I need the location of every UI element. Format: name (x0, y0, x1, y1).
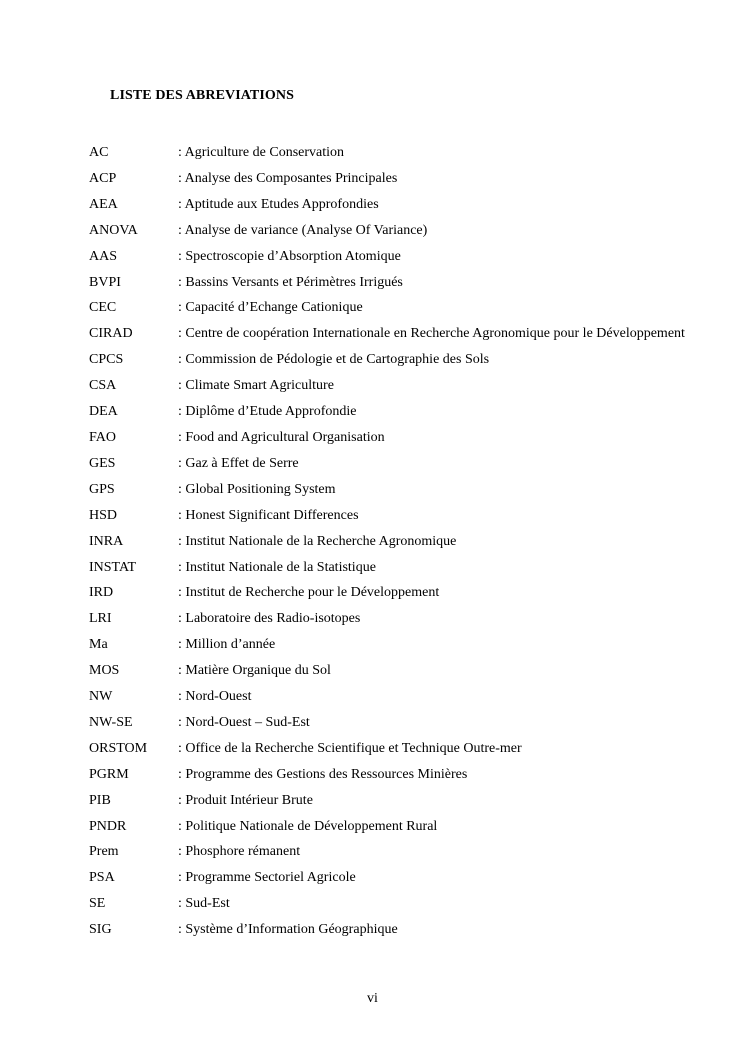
abbreviation-definition: : Diplôme d’Etude Approfondie (178, 404, 357, 420)
abbreviation-row (89, 606, 689, 632)
abbreviation-row (89, 736, 689, 762)
abbreviation-term: BVPI (89, 274, 121, 290)
abbreviation-term: INSTAT (89, 559, 137, 575)
abbreviation-row (89, 399, 689, 425)
abbreviation-list (89, 140, 689, 943)
abbreviation-row (89, 658, 689, 684)
abbreviation-term: ORSTOM (89, 740, 148, 756)
abbreviation-term: NW (89, 689, 113, 705)
abbreviation-row (89, 917, 689, 943)
abbreviation-row (89, 244, 689, 270)
abbreviation-row (89, 814, 689, 840)
abbreviation-definition: : Système d’Information Géographique (178, 922, 398, 938)
abbreviation-term: GES (89, 455, 116, 471)
abbreviation-definition: : Institut Nationale de la Statistique (178, 559, 376, 575)
abbreviation-term: NW-SE (89, 714, 133, 730)
abbreviation-term: ACP (89, 170, 117, 186)
abbreviation-term: PIB (89, 792, 111, 808)
abbreviation-row (89, 555, 689, 581)
abbreviation-row (89, 166, 689, 192)
abbreviation-term: Ma (89, 637, 108, 653)
abbreviation-definition: : Institut Nationale de la Recherche Agronomique (178, 533, 457, 549)
page-title: LISTE DES ABREVIATIONS (110, 88, 295, 103)
abbreviation-row (89, 684, 689, 710)
abbreviation-row (89, 425, 689, 451)
abbreviation-definition: : Produit Intérieur Brute (178, 792, 313, 808)
abbreviation-term: CIRAD (89, 326, 133, 342)
abbreviation-definition: : Centre de coopération Internationale en Recherche Agronomique pour le Développement (178, 326, 685, 342)
abbreviation-row (89, 865, 689, 891)
abbreviation-term: SIG (89, 922, 112, 938)
abbreviation-term: LRI (89, 611, 112, 627)
abbreviation-term: PNDR (89, 818, 127, 834)
abbreviation-row (89, 529, 689, 555)
abbreviation-definition: : Institut de Recherche pour le Développement (178, 585, 440, 601)
abbreviation-term: ANOVA (89, 222, 138, 238)
abbreviation-row (89, 788, 689, 814)
abbreviation-definition: : Food and Agricultural Organisation (178, 429, 385, 445)
abbreviation-row (89, 321, 689, 347)
abbreviation-definition: : Nord-Ouest – Sud-Est (178, 714, 310, 730)
abbreviation-row (89, 347, 689, 373)
abbreviation-row (89, 451, 689, 477)
abbreviation-definition: : Laboratoire des Radio-isotopes (178, 611, 361, 627)
abbreviation-term: GPS (89, 481, 115, 497)
abbreviation-term: HSD (89, 507, 118, 523)
abbreviation-definition: : Capacité d’Echange Cationique (178, 300, 363, 316)
abbreviation-term: CSA (89, 378, 117, 394)
abbreviation-row (89, 192, 689, 218)
abbreviation-row (89, 632, 689, 658)
abbreviation-definition: : Million d’année (178, 637, 276, 653)
abbreviation-row (89, 839, 689, 865)
abbreviation-definition: : Phosphore rémanent (178, 844, 301, 860)
abbreviation-definition: : Analyse des Composantes Principales (178, 170, 398, 186)
abbreviation-row (89, 503, 689, 529)
abbreviation-definition: : Agriculture de Conservation (178, 145, 345, 160)
abbreviation-definition: : Commission de Pédologie et de Cartographie des Sols (178, 352, 490, 368)
abbreviation-row (89, 270, 689, 296)
abbreviation-definition: : Nord-Ouest (178, 689, 252, 705)
page-number: vi (367, 991, 378, 1006)
abbreviation-definition: : Bassins Versants et Périmètres Irrigués (178, 274, 403, 290)
abbreviation-definition: : Analyse de variance (Analyse Of Variance) (178, 222, 428, 238)
abbreviation-definition: : Global Positioning System (178, 481, 336, 497)
abbreviation-row (89, 762, 689, 788)
abbreviation-definition: : Sud-Est (178, 896, 230, 912)
abbreviation-row (89, 373, 689, 399)
abbreviation-term: CEC (89, 300, 117, 316)
abbreviation-definition: : Politique Nationale de Développement Rural (178, 818, 438, 834)
abbreviation-term: AEA (89, 196, 118, 212)
abbreviation-term: INRA (89, 533, 124, 549)
abbreviation-term: FAO (89, 429, 116, 445)
abbreviation-row (89, 218, 689, 244)
abbreviation-definition: : Matière Organique du Sol (178, 663, 331, 679)
abbreviation-row (89, 295, 689, 321)
abbreviation-term: DEA (89, 404, 118, 420)
abbreviation-term: Prem (89, 844, 119, 860)
abbreviation-term: MOS (89, 663, 120, 679)
abbreviation-term: AC (89, 145, 109, 160)
abbreviation-row (89, 580, 689, 606)
abbreviation-definition: : Climate Smart Agriculture (178, 378, 334, 394)
abbreviation-definition: : Honest Significant Differences (178, 507, 359, 523)
abbreviation-definition: : Programme Sectoriel Agricole (178, 870, 356, 886)
abbreviation-definition: : Spectroscopie d’Absorption Atomique (178, 248, 401, 264)
abbreviation-row (89, 477, 689, 503)
abbreviation-row (89, 140, 689, 166)
abbreviation-term: PGRM (89, 766, 129, 782)
abbreviation-term: PSA (89, 870, 115, 886)
abbreviation-definition: : Gaz à Effet de Serre (178, 455, 299, 471)
abbreviation-definition: : Aptitude aux Etudes Approfondies (178, 196, 379, 212)
abbreviation-term: CPCS (89, 352, 124, 368)
abbreviation-term: SE (89, 896, 106, 912)
abbreviation-row (89, 891, 689, 917)
abbreviation-definition: : Office de la Recherche Scientifique et Technique Outre-mer (178, 740, 522, 756)
abbreviation-term: IRD (89, 585, 114, 601)
abbreviation-term: AAS (89, 248, 118, 264)
abbreviation-row (89, 710, 689, 736)
abbreviation-definition: : Programme des Gestions des Ressources Minières (178, 766, 468, 782)
